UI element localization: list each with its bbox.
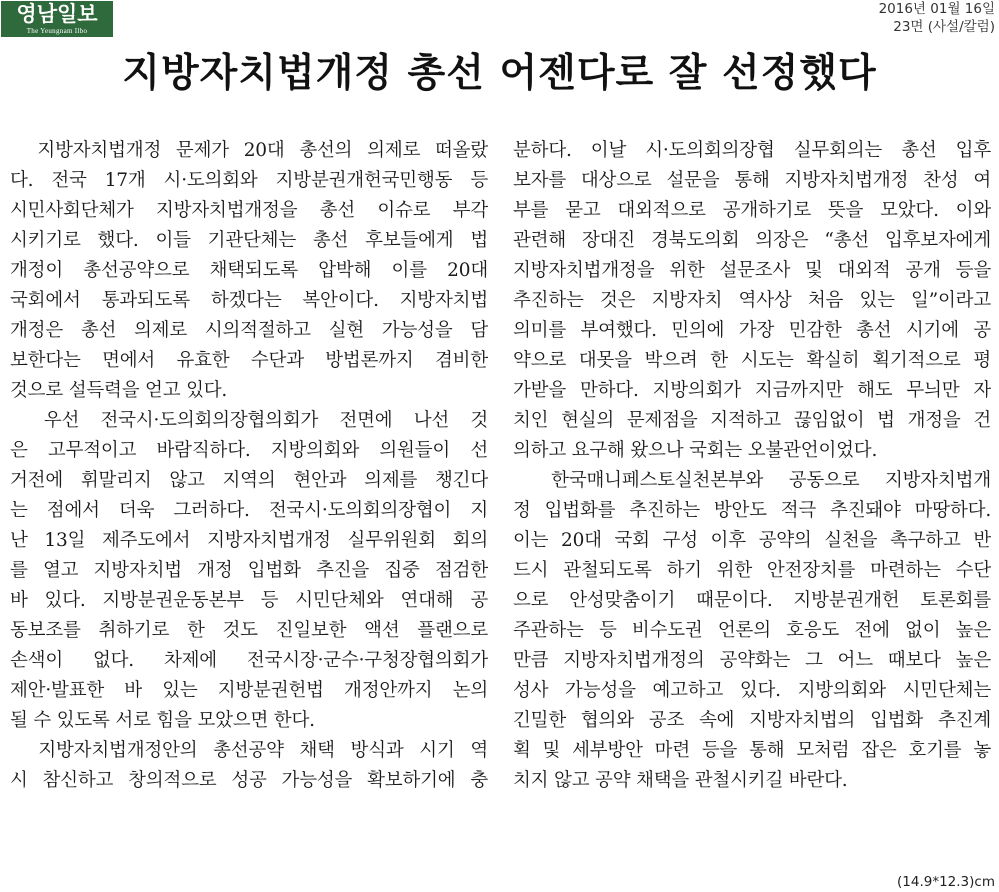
article-column-left — [10, 136, 488, 796]
text-line: 시민사회단체가 지방자치법개정을 총선 이슈로 부각 — [10, 200, 488, 221]
text-line: 드시 관철되도록 하기 위한 안전장치를 마련하는 수단 — [513, 560, 991, 581]
article-size-note: (14.9*12.3)cm — [897, 874, 995, 890]
text-line: 치지 않고 공약 채택을 관철시키길 바란다. — [513, 770, 848, 791]
text-line: 개정은 총선 의제로 시의적절하고 실현 가능성을 담 — [10, 320, 488, 341]
text-line: 한국매니페스토실천본부와 공동으로 지방자치법개 — [513, 470, 991, 491]
text-line: 분하다. 이날 시·도의회의장협 실무회의는 총선 입후 — [513, 140, 991, 161]
text-line: 다. 전국 17개 시·도의회와 지방분권개헌국민행동 등 — [10, 170, 488, 191]
text-line: 될 수 있도록 서로 힘을 모았으면 한다. — [10, 710, 315, 731]
text-line: 동보조를 취하기로 한 것도 진일보한 액션 플랜으로 — [10, 620, 488, 641]
publication-meta — [879, 0, 995, 36]
publication-date: 2016년 01월 16일 — [878, 1, 995, 17]
text-line: 를 열고 지방자치법 개정 입법화 추진을 집중 점검한 — [10, 560, 488, 581]
text-line: 개정이 총선공약으로 채택되도록 압박해 이를 20대 — [10, 260, 488, 281]
text-line: 지방자치법개정안의 총선공약 채택 방식과 시기 역 — [10, 740, 488, 761]
text-line: 지방자치법개정을 위한 설문조사 및 대외적 공개 등을 — [513, 260, 991, 281]
article-headline: 지방자치법개정 총선 어젠다로 잘 선정했다 — [122, 50, 877, 96]
text-line: 획 및 세부방안 마련 등을 통해 모처럼 잡은 호기를 놓 — [513, 740, 991, 761]
text-line: 보자를 대상으로 설문을 통해 지방자치법개정 찬성 여 — [513, 170, 991, 191]
page-section: 23면 (사설/칼럼) — [893, 19, 995, 35]
text-line: 것으로 설득력을 얻고 있다. — [10, 380, 228, 401]
text-line: 정 입법화를 추진하는 방안도 적극 추진돼야 마땅하다. — [513, 500, 991, 521]
text-line: 시 참신하고 창의적으로 성공 가능성을 확보하기에 충 — [10, 770, 488, 791]
text-line: 만큼 지방자치법개정의 공약화는 그 어느 때보다 높은 — [513, 650, 991, 671]
text-line: 성사 가능성을 예고하고 있다. 지방의회와 시민단체는 — [513, 680, 991, 701]
text-line: 긴밀한 협의와 공조 속에 지방자치법의 입법화 추진계 — [513, 710, 991, 731]
text-line: 지방자치법개정 문제가 20대 총선의 의제로 떠올랐 — [10, 140, 488, 161]
text-line: 는 점에서 더욱 그러하다. 전국시·도의회의장협이 지 — [10, 500, 488, 521]
text-line: 의하고 요구해 왔으나 국회는 오불관언이었다. — [513, 440, 878, 461]
text-line: 국회에서 통과되도록 하겠다는 복안이다. 지방자치법 — [10, 290, 488, 311]
text-line: 의미를 부여했다. 민의에 가장 민감한 총선 시기에 공 — [513, 320, 991, 341]
article-column-right — [513, 136, 991, 796]
text-line: 은 고무적이고 바람직하다. 지방의회와 의원들이 선 — [10, 440, 488, 461]
text-line: 부를 묻고 대외적으로 공개하기로 뜻을 모았다. 이와 — [513, 200, 991, 221]
text-line: 이는 20대 국회 구성 이후 공약의 실천을 촉구하고 반 — [513, 530, 991, 551]
text-line: 시키기로 했다. 이들 기관단체는 총선 후보들에게 법 — [10, 230, 488, 251]
text-line: 보한다는 면에서 유효한 수단과 방법론까지 겸비한 — [10, 350, 488, 371]
text-line: 바 있다. 지방분권운동본부 등 시민단체와 연대해 공 — [10, 590, 488, 611]
text-line: 우선 전국시·도의회의장협의회가 전면에 나선 것 — [10, 410, 488, 431]
text-line: 추진하는 것은 지방자치 역사상 처음 있는 일”이라고 — [513, 290, 991, 311]
text-line: 으로 안성맞춤이기 때문이다. 지방분권개헌 토론회를 — [513, 590, 991, 611]
text-line: 제안·발표한 바 있는 지방분권헌법 개정안까지 논의 — [10, 680, 488, 701]
text-line: 가받을 만하다. 지방의회가 지금까지만 해도 무늬만 자 — [513, 380, 991, 401]
logo-title: 영남일보 — [16, 2, 98, 26]
logo-subtitle: The Yeungnam Ilbo — [26, 27, 88, 35]
text-line: 관련해 장대진 경북도의회 의장은 “총선 입후보자에게 — [513, 230, 991, 251]
text-line: 치인 현실의 문제점을 지적하고 끊임없이 법 개정을 건 — [513, 410, 991, 431]
text-line: 주관하는 등 비수도권 언론의 호응도 전에 없이 높은 — [513, 620, 991, 641]
newspaper-logo — [1, 1, 113, 37]
text-line: 거전에 휘말리지 않고 지역의 현안과 의제를 챙긴다 — [10, 470, 488, 491]
text-line: 약으로 대못을 박으려 한 시도는 확실히 획기적으로 평 — [513, 350, 991, 371]
text-line: 손색이 없다. 차제에 전국시장·군수·구청장협의회가 — [10, 650, 488, 671]
text-line: 난 13일 제주도에서 지방자치법개정 실무위원회 회의 — [10, 530, 488, 551]
